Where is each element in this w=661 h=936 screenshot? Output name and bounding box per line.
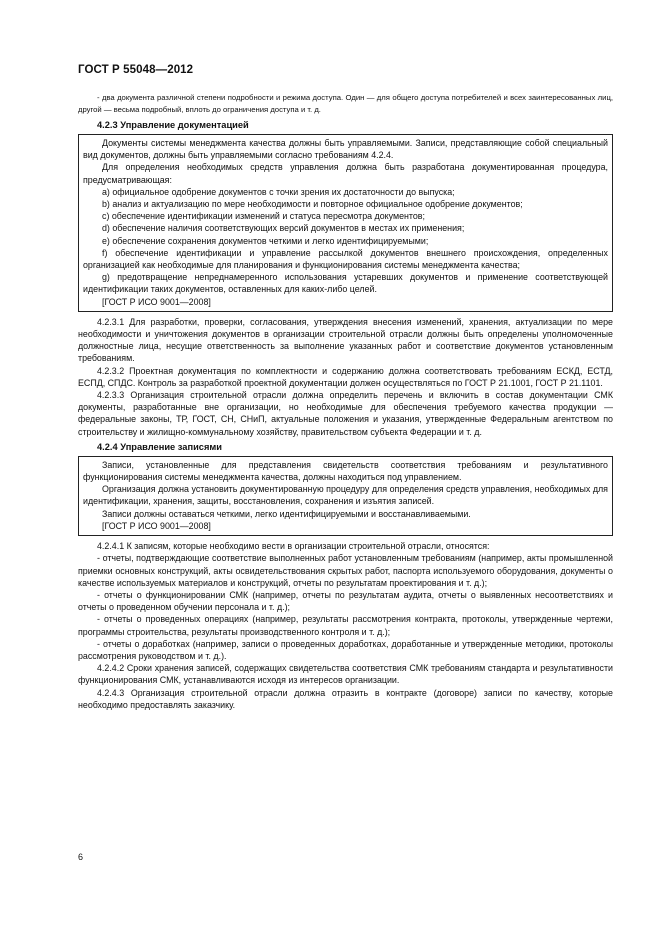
- records-list-item: - отчеты о проведенных операциях (например, результаты рассмотрения контракта, протоколы, утвержденные чертежи, программы строительства, результаты производственного контроля и т. д.);: [78, 614, 613, 637]
- box-paragraph: Для определения необходимых средств управления должна быть разработана документированная процедура, предусматривающая:: [83, 162, 608, 185]
- quote-box-iso-9001-documents: [78, 134, 613, 312]
- clause-4-2-3-2: 4.2.3.2 Проектная документация по комплектности и содержанию должна соответствовать требованиям ЕСКД, ЕСТД, ЕСПД, СПДС. Контроль за разработкой проектной документации должен осуществляться по ГОСТ Р 21.1001, ГОСТ Р 21.1101.: [78, 365, 613, 388]
- list-item-a: a) официальное одобрение документов с точки зрения их достаточности до выпуска;: [102, 186, 455, 197]
- records-list-item: - отчеты, подтверждающие соответствие выполненных работ установленным требованиям (например, акты промышленной приемки основных конструкций, акты освидетельствования скрытых работ, паспорта используемого оборудования, документы о качестве используемых материалов и конструкций, отчеты по результатам проектирования и т. д.);: [78, 553, 613, 588]
- standard-reference: [ГОСТ Р ИСО 9001—2008]: [102, 520, 211, 531]
- list-item-e: e) обеспечение сохранения документов четкими и легко идентифицируемыми;: [102, 235, 429, 246]
- page-number: 6: [78, 852, 84, 862]
- list-item-c: c) обеспечение идентификации изменений и статуса пересмотра документов;: [102, 211, 425, 222]
- box-paragraph: Документы системы менеджмента качества должны быть управляемыми. Записи, представляющие собой специальный вид документов, должны быть управляемыми согласно требованиям 4.2.4.: [83, 138, 608, 161]
- section-heading-4-2-3: 4.2.3 Управление документацией: [97, 120, 249, 130]
- list-item-g: g) предотвращение непреднамеренного использования устаревших документов и применение соответствующей идентификации таких документов, оставленных для каких-либо целей.: [83, 272, 608, 295]
- clause-4-2-3-3: 4.2.3.3 Организация строительной отрасли должна определить перечень и включить в состав документации СМК документы, разработанные вне организации, но необходимые для обеспечения требуемого качества продукции — федеральные законы, ТР, ГОСТ, СН, СНиП, актуальные положения и указания, утвержденные Федеральным агентством по строительству и жилищно-коммунальному хозяйству, правительством субъекта Федерации и т. д.: [78, 390, 613, 437]
- clause-4-2-4-1: 4.2.4.1 К записям, которые необходимо вести в организации строительной отрасли, относятся:: [97, 541, 490, 552]
- document-header: ГОСТ Р 55048—2012: [78, 64, 194, 76]
- box-paragraph: Записи, установленные для представления свидетельств соответствия требованиям и результативного функционирования системы менеджмента качества, должны находиться под управлением.: [83, 459, 608, 483]
- clause-4-2-4-3: 4.2.4.3 Организация строительной отрасли должна отразить в контракте (договоре) записи по качеству, которые необходимо предоставлять заказчику.: [78, 687, 613, 710]
- box-paragraph: Организация должна установить документированную процедуру для определения средств управления, необходимых для идентификации, хранения, защиты, восстановления, сохранения и изъятия записей.: [83, 484, 608, 507]
- records-list-item: - отчеты о доработках (например, записи о проведенных доработках, доработанные и утвержденные методики, протоколы рассмотрения руководством и т. д.).: [78, 638, 613, 661]
- list-item-b: b) анализ и актуализацию по мере необходимости и повторное официальное одобрение документов;: [102, 199, 523, 210]
- list-item-f: f) обеспечение идентификации и управление рассылкой документов внешнего происхождения, определенных организацией как необходимые для планирования и функционирования системы менеджмента качества;: [83, 247, 608, 271]
- list-item-d: d) обеспечение наличия соответствующих версий документов в местах их применения;: [102, 223, 465, 234]
- quote-box-iso-9001-records: [78, 456, 613, 536]
- standard-reference: [ГОСТ Р ИСО 9001—2008]: [102, 296, 211, 307]
- clause-4-2-3-1: 4.2.3.1 Для разработки, проверки, согласования, утверждения внесения изменений, хранения, актуализации по мере необходимости и уничтожения документов в организации строительной отрасли должны быть определены уполномоченные должностные лица, несущие ответственность за выполнение указанных работ и соответствие документов установленным требованиям.: [78, 316, 613, 364]
- records-list-item: - отчеты о функционировании СМК (например, отчеты по результатам аудита, отчеты о выявленных несоответствиях и отчеты о проведенном обучении персонала и т. д.);: [78, 589, 613, 613]
- box-paragraph: Записи должны оставаться четкими, легко идентифицируемыми и восстанавливаемыми.: [102, 508, 471, 519]
- clause-4-2-4-2: 4.2.4.2 Сроки хранения записей, содержащих свидетельства соответствия СМК требованиям стандарта и результативности функционирования СМК, устанавливаются исходя из интересов организации.: [78, 663, 613, 686]
- intro-note: - два документа различной степени подробности и режима доступа. Один — для общего доступа потребителей и всех заинтересованных лиц, другой — весьма подробный, вплоть до ограничения доступа и т. д.: [78, 93, 613, 114]
- section-heading-4-2-4: 4.2.4 Управление записями: [97, 441, 222, 452]
- page-content: [78, 92, 613, 711]
